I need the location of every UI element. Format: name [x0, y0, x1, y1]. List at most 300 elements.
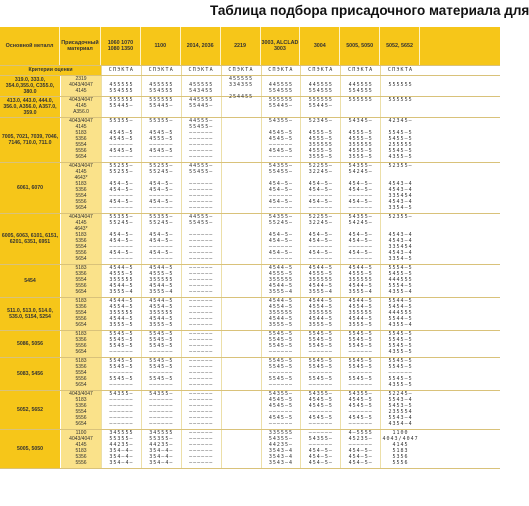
filler-label: 4145 [75, 169, 87, 175]
rating-value [301, 109, 340, 115]
rating-cell [181, 265, 221, 297]
rating-value: 5455–5 [388, 136, 413, 142]
rating-value: –––––– [189, 154, 214, 160]
rating-value: 54245– [348, 169, 373, 175]
rating-value: 3555–4 [348, 289, 373, 295]
rating-value: –––––– [189, 337, 214, 343]
rating-value: 55455– [189, 124, 214, 130]
rating-value: –––––– [149, 382, 174, 388]
rating-value: –––––– [149, 397, 174, 403]
rating-value: 5545–5 [109, 337, 134, 343]
rating-value: 445555 [268, 82, 293, 88]
rating-value: 4545–5 [109, 130, 134, 136]
rating-value: –––––– [109, 256, 134, 262]
rating-value: 4145 [392, 442, 409, 448]
table-row [0, 118, 500, 163]
rating-value: 4043/4047 [382, 436, 419, 442]
base-metal-cell [0, 163, 60, 213]
rating-value: 5545–5 [268, 376, 293, 382]
base-metal-cell [0, 331, 60, 357]
rating-value: 454–5– [268, 238, 293, 244]
rating-value: 454–5– [308, 454, 333, 460]
rating-value: 4355–5 [388, 154, 413, 160]
rating-cell [380, 391, 420, 429]
rating-value [222, 382, 261, 388]
rating-value: 4545–5 [149, 130, 174, 136]
rating-value: –––––– [109, 421, 134, 427]
rating-value: –––––– [189, 250, 214, 256]
rating-value: –––––– [189, 442, 214, 448]
rating-value: 44235– [109, 442, 134, 448]
rating-value: 4543–4 [388, 181, 413, 187]
rating-value: 554555 [109, 88, 134, 94]
filler-label: 4145 [75, 442, 87, 448]
base-metal-cell [0, 265, 60, 297]
rating-value: –––––– [109, 193, 134, 199]
rating-value: 54245– [348, 220, 373, 226]
filler-label: 4145 [75, 88, 87, 94]
rating-value: 354–4– [149, 454, 174, 460]
rating-cell [221, 76, 261, 100]
filler-label: 5556 [75, 376, 87, 382]
rating-value: 355555 [348, 310, 373, 316]
rating-value: 5545–5 [388, 358, 413, 364]
rating-value: 3555–5 [109, 322, 134, 328]
criteria-code: СПЭКТА [221, 66, 261, 75]
rating-value: 4543–4 [388, 199, 413, 205]
rating-value: 44235– [268, 442, 293, 448]
rating-value: 4545–5 [268, 136, 293, 142]
rating-value: 255555 [388, 142, 413, 148]
rating-value: –––––– [189, 343, 214, 349]
rating-value: –––––– [149, 142, 174, 148]
rating-value: 554555 [348, 88, 373, 94]
rating-value: –––––– [348, 256, 373, 262]
rating-value: 454–5– [308, 460, 333, 466]
header-col-1: 1100 [141, 27, 181, 65]
rating-cell [300, 298, 340, 330]
rating-value: 5545–5 [308, 343, 333, 349]
rating-value: –––––– [189, 238, 214, 244]
rating-value: 454–5– [109, 199, 134, 205]
rating-value: 5545–5 [348, 331, 373, 337]
filler-label: 5356 [75, 454, 87, 460]
rating-value: –––––– [109, 154, 134, 160]
rating-value: 4545–5 [109, 148, 134, 154]
rating-cell [300, 118, 340, 162]
rating-value: 4544–5 [348, 283, 373, 289]
rating-value: 55255– [109, 163, 134, 169]
rating-value: –––––– [189, 316, 214, 322]
rating-value: –––––– [189, 331, 214, 337]
rating-cell [300, 358, 340, 390]
rating-value: 4355–4 [388, 289, 413, 295]
rating-value: –––––– [268, 142, 293, 148]
criteria-code: СПЭКТА [181, 66, 221, 75]
rating-value [262, 109, 301, 115]
rating-cell [300, 97, 340, 117]
rating-value: –––––– [348, 370, 373, 376]
rating-value: –––––– [308, 193, 333, 199]
rating-value: 254455 [229, 94, 254, 100]
filler-label: 5183 [75, 331, 87, 337]
rating-value: 4555–5 [149, 271, 174, 277]
filler-label: 5554 [75, 142, 87, 148]
criteria-row [0, 66, 500, 76]
rating-value: –––––– [189, 421, 214, 427]
rating-value: –––––– [348, 409, 373, 415]
rating-value: 454–5– [348, 199, 373, 205]
rating-value: 4555–5 [109, 271, 134, 277]
rating-value: 454–5– [348, 232, 373, 238]
rating-value: 454–5– [109, 238, 134, 244]
rating-value: 5545–5 [149, 337, 174, 343]
rating-value: 4544–5 [109, 298, 134, 304]
rating-cell [380, 76, 420, 96]
rating-value: –––––– [308, 421, 333, 427]
rating-value: 355555 [109, 310, 134, 316]
rating-cell [101, 391, 141, 429]
rating-value: –––––– [348, 421, 373, 427]
rating-value: 4544–5 [348, 298, 373, 304]
rating-value: –––––– [348, 193, 373, 199]
rating-value: 3354–5 [388, 256, 413, 262]
rating-cell [380, 331, 420, 357]
rating-value: –––––– [109, 415, 134, 421]
rating-cell [221, 97, 261, 117]
rating-cell [380, 298, 420, 330]
rating-value: 55355– [149, 214, 174, 220]
rating-value: 4545–5 [308, 415, 333, 421]
rating-value: 55445– [149, 103, 174, 109]
rating-cell [141, 265, 181, 297]
filler-label: 5356 [75, 238, 87, 244]
rating-cell [221, 163, 261, 213]
rating-value: 54355– [308, 391, 333, 397]
rating-value: 55355– [149, 118, 174, 124]
rating-value [222, 349, 261, 355]
rating-cell [300, 331, 340, 357]
rating-cell [221, 265, 261, 297]
criteria-code: СПЭКТА [261, 66, 301, 75]
rating-value: –––––– [189, 298, 214, 304]
rating-value: –––––– [149, 415, 174, 421]
rating-value: 354–4– [149, 448, 174, 454]
rating-value: 454–5– [109, 181, 134, 187]
rating-value: 42345– [388, 118, 413, 124]
rating-value: –––––– [189, 283, 214, 289]
table-row [0, 358, 500, 391]
rating-value: –––––– [149, 256, 174, 262]
rating-value: 4544–5 [268, 283, 293, 289]
filler-cell [60, 118, 101, 162]
rating-cell [300, 76, 340, 96]
rating-value: 44555– [189, 118, 214, 124]
rating-cell [101, 298, 141, 330]
rating-value: 355555 [149, 310, 174, 316]
table-header [0, 27, 500, 66]
filler-label: 5554 [75, 409, 87, 415]
filler-label: 5356 [75, 337, 87, 343]
rating-cell [181, 118, 221, 162]
rating-value: 454–5– [348, 250, 373, 256]
rating-value: –––––– [348, 349, 373, 355]
rating-value: –––––– [308, 244, 333, 250]
rating-cell [181, 298, 221, 330]
rating-value: 55455– [189, 169, 214, 175]
rating-value: 554555 [308, 88, 333, 94]
rating-value [222, 256, 261, 262]
filler-label: 5556 [75, 316, 87, 322]
filler-label: 5183 [75, 298, 87, 304]
rating-value: –––––– [268, 421, 293, 427]
rating-value: 4545–5 [268, 148, 293, 154]
rating-value: 52255– [308, 163, 333, 169]
rating-value: 5543–4 [388, 415, 413, 421]
rating-value: 454–5– [109, 187, 134, 193]
rating-cell [221, 298, 261, 330]
rating-value: 5554–5 [388, 283, 413, 289]
rating-value: 54355– [348, 391, 373, 397]
rating-cell [340, 76, 380, 96]
rating-value [341, 109, 380, 115]
rating-value: 55355– [109, 118, 134, 124]
header-col-7: 5052, 5652 [380, 27, 420, 65]
rating-value: –––––– [189, 448, 214, 454]
rating-value: –––––– [348, 205, 373, 211]
rating-value: 4545–5 [308, 403, 333, 409]
table-row [0, 331, 500, 358]
filler-label: 4643* [74, 175, 88, 181]
rating-value: 54355– [268, 391, 293, 397]
rating-value: 4555–5 [308, 136, 333, 142]
rating-value: 32245– [308, 169, 333, 175]
rating-value: –––––– [348, 244, 373, 250]
rating-value: 4544–5 [268, 298, 293, 304]
rating-value: –––––– [109, 403, 134, 409]
rating-value: –––––– [189, 415, 214, 421]
rating-value: 3555–5 [308, 154, 333, 160]
rating-value: 454–5– [308, 238, 333, 244]
rating-value: 44235– [149, 442, 174, 448]
filler-cell [60, 163, 101, 213]
rating-value: 555555 [388, 97, 413, 103]
rating-cell [141, 391, 181, 429]
rating-value: 4545–5 [348, 403, 373, 409]
filler-label: 1100 [75, 430, 87, 436]
rating-value: 4555–5 [348, 136, 373, 142]
filler-label: 5554 [75, 310, 87, 316]
rating-value: 54355– [308, 436, 333, 442]
rating-value: 454–5– [149, 199, 174, 205]
rating-cell [101, 76, 141, 96]
rating-cell [340, 97, 380, 117]
rating-value: 4544–5 [348, 265, 373, 271]
rating-cell [380, 265, 420, 297]
rating-value: 5545–5 [109, 364, 134, 370]
rating-cell [261, 118, 301, 162]
rating-value: –––––– [268, 244, 293, 250]
rating-value: 5545–5 [348, 337, 373, 343]
rating-value: 555555 [109, 97, 134, 103]
rating-value: 32245– [308, 220, 333, 226]
rating-cell [101, 430, 141, 468]
rating-cell [300, 163, 340, 213]
filler-label: 5556 [75, 199, 87, 205]
rating-value [142, 109, 181, 115]
rating-cell [261, 358, 301, 390]
rating-value: 5556 [392, 460, 409, 466]
rating-value [182, 109, 221, 115]
rating-value: –––––– [189, 310, 214, 316]
rating-value: 3543–4 [268, 448, 293, 454]
rating-cell [340, 391, 380, 429]
rating-value: 454–5– [308, 250, 333, 256]
rating-value: 54345– [348, 118, 373, 124]
header-filler: Присадочный материал [60, 27, 101, 65]
filler-cell [60, 358, 101, 390]
rating-value: 5545–5 [348, 343, 373, 349]
rating-value: 4545–5 [348, 415, 373, 421]
rating-value: 5545–5 [149, 331, 174, 337]
filler-label: 4043/4047 [69, 118, 93, 124]
filler-label: 5356 [75, 364, 87, 370]
rating-value: 355555 [149, 277, 174, 283]
rating-value: 5545–5 [388, 331, 413, 337]
rating-value: –––––– [189, 403, 214, 409]
rating-value: 5544–5 [388, 298, 413, 304]
rating-value: –––––– [149, 421, 174, 427]
filler-label: 4643* [74, 226, 88, 232]
rating-value: –––––– [149, 193, 174, 199]
filler-label: 5556 [75, 148, 87, 154]
rating-value: 235554 [388, 409, 413, 415]
filler-label: 5654 [75, 322, 87, 328]
filler-label: 5654 [75, 205, 87, 211]
rating-value: –––––– [149, 244, 174, 250]
rating-cell [101, 214, 141, 264]
rating-value: 334355 [229, 82, 254, 88]
rating-cell [181, 430, 221, 468]
rating-value: 55245– [149, 220, 174, 226]
rating-value: 5545–5 [308, 337, 333, 343]
rating-value: 4544–5 [149, 283, 174, 289]
rating-value: 4545–5 [308, 397, 333, 403]
rating-cell [181, 76, 221, 96]
rating-value: 44555– [189, 214, 214, 220]
rating-value: 5545–5 [348, 364, 373, 370]
rating-value: 54355– [348, 163, 373, 169]
rating-cell [261, 430, 301, 468]
table-row [0, 265, 500, 298]
rating-value: 4545–5 [348, 397, 373, 403]
rating-value: 355555 [268, 310, 293, 316]
base-metal-label: 7005, 7021, 7039, 7046, 7146, 710.0, 711.0 [1, 134, 59, 146]
rating-value: 4354–4 [388, 421, 413, 427]
rating-value: 5545–5 [308, 331, 333, 337]
rating-cell [141, 118, 181, 162]
rating-value: –––––– [109, 382, 134, 388]
rating-cell [101, 163, 141, 213]
filler-cell [60, 214, 101, 264]
rating-value: 4–5555 [348, 430, 373, 436]
rating-cell [261, 214, 301, 264]
rating-value: –––––– [149, 154, 174, 160]
rating-value: 454–5– [308, 187, 333, 193]
rating-value: 54355– [268, 118, 293, 124]
rating-value: 55355– [109, 436, 134, 442]
rating-value: 4543–4 [388, 238, 413, 244]
rating-value: 555555 [388, 82, 413, 88]
rating-value: 3555–5 [308, 322, 333, 328]
rating-value: –––––– [308, 256, 333, 262]
rating-value: 55245– [268, 220, 293, 226]
rating-cell [141, 298, 181, 330]
criteria-code: СПЭКТА [340, 66, 380, 75]
rating-value: 4544–5 [268, 265, 293, 271]
rating-value: 52355– [388, 214, 413, 220]
rating-value: 455555 [229, 76, 254, 82]
rating-value: 454–5– [149, 250, 174, 256]
filler-label: 5356 [75, 136, 87, 142]
rating-value: 4555–5 [308, 130, 333, 136]
header-col-6: 5005, 5050 [340, 27, 380, 65]
filler-label: 4043/4047 [69, 436, 93, 442]
rating-cell [141, 163, 181, 213]
filler-label: 5554 [75, 277, 87, 283]
filler-label: 5654 [75, 421, 87, 427]
rating-value: 5545–5 [268, 364, 293, 370]
rating-value: 4544–5 [109, 265, 134, 271]
rating-value: 355555 [308, 142, 333, 148]
rating-value: 55255– [149, 163, 174, 169]
rating-value [222, 154, 261, 160]
rating-value: 4545–5 [109, 136, 134, 142]
rating-value: –––––– [149, 409, 174, 415]
rating-value: 454–5– [348, 448, 373, 454]
rating-value: –––––– [189, 256, 214, 262]
rating-value: 4545–5 [268, 130, 293, 136]
rating-value: –––––– [308, 370, 333, 376]
rating-value: –––––– [268, 349, 293, 355]
rating-value: 3555–4 [268, 289, 293, 295]
rating-cell [181, 358, 221, 390]
rating-cell [340, 298, 380, 330]
rating-value: 4543–4 [388, 250, 413, 256]
rating-value: –––––– [189, 271, 214, 277]
rating-value: 5545–5 [348, 376, 373, 382]
rating-value: 5545–5 [268, 358, 293, 364]
rating-value: –––––– [109, 397, 134, 403]
rating-value: –––––– [268, 382, 293, 388]
rating-value: –––––– [348, 382, 373, 388]
rating-value: 5545–5 [109, 331, 134, 337]
rating-value: 55445– [109, 103, 134, 109]
rating-value: 455555 [149, 82, 174, 88]
rating-value: 4554–5 [268, 304, 293, 310]
rating-value: 5545–5 [109, 343, 134, 349]
rating-value: 4544–5 [348, 316, 373, 322]
rating-value: 5545–5 [268, 331, 293, 337]
rating-value: –––––– [308, 349, 333, 355]
rating-cell [181, 97, 221, 117]
rating-value: 4545–5 [268, 397, 293, 403]
rating-value: 555555 [308, 97, 333, 103]
base-metal-cell [0, 298, 60, 330]
rating-cell [101, 331, 141, 357]
rating-value: –––––– [268, 409, 293, 415]
rating-value: –––––– [189, 454, 214, 460]
